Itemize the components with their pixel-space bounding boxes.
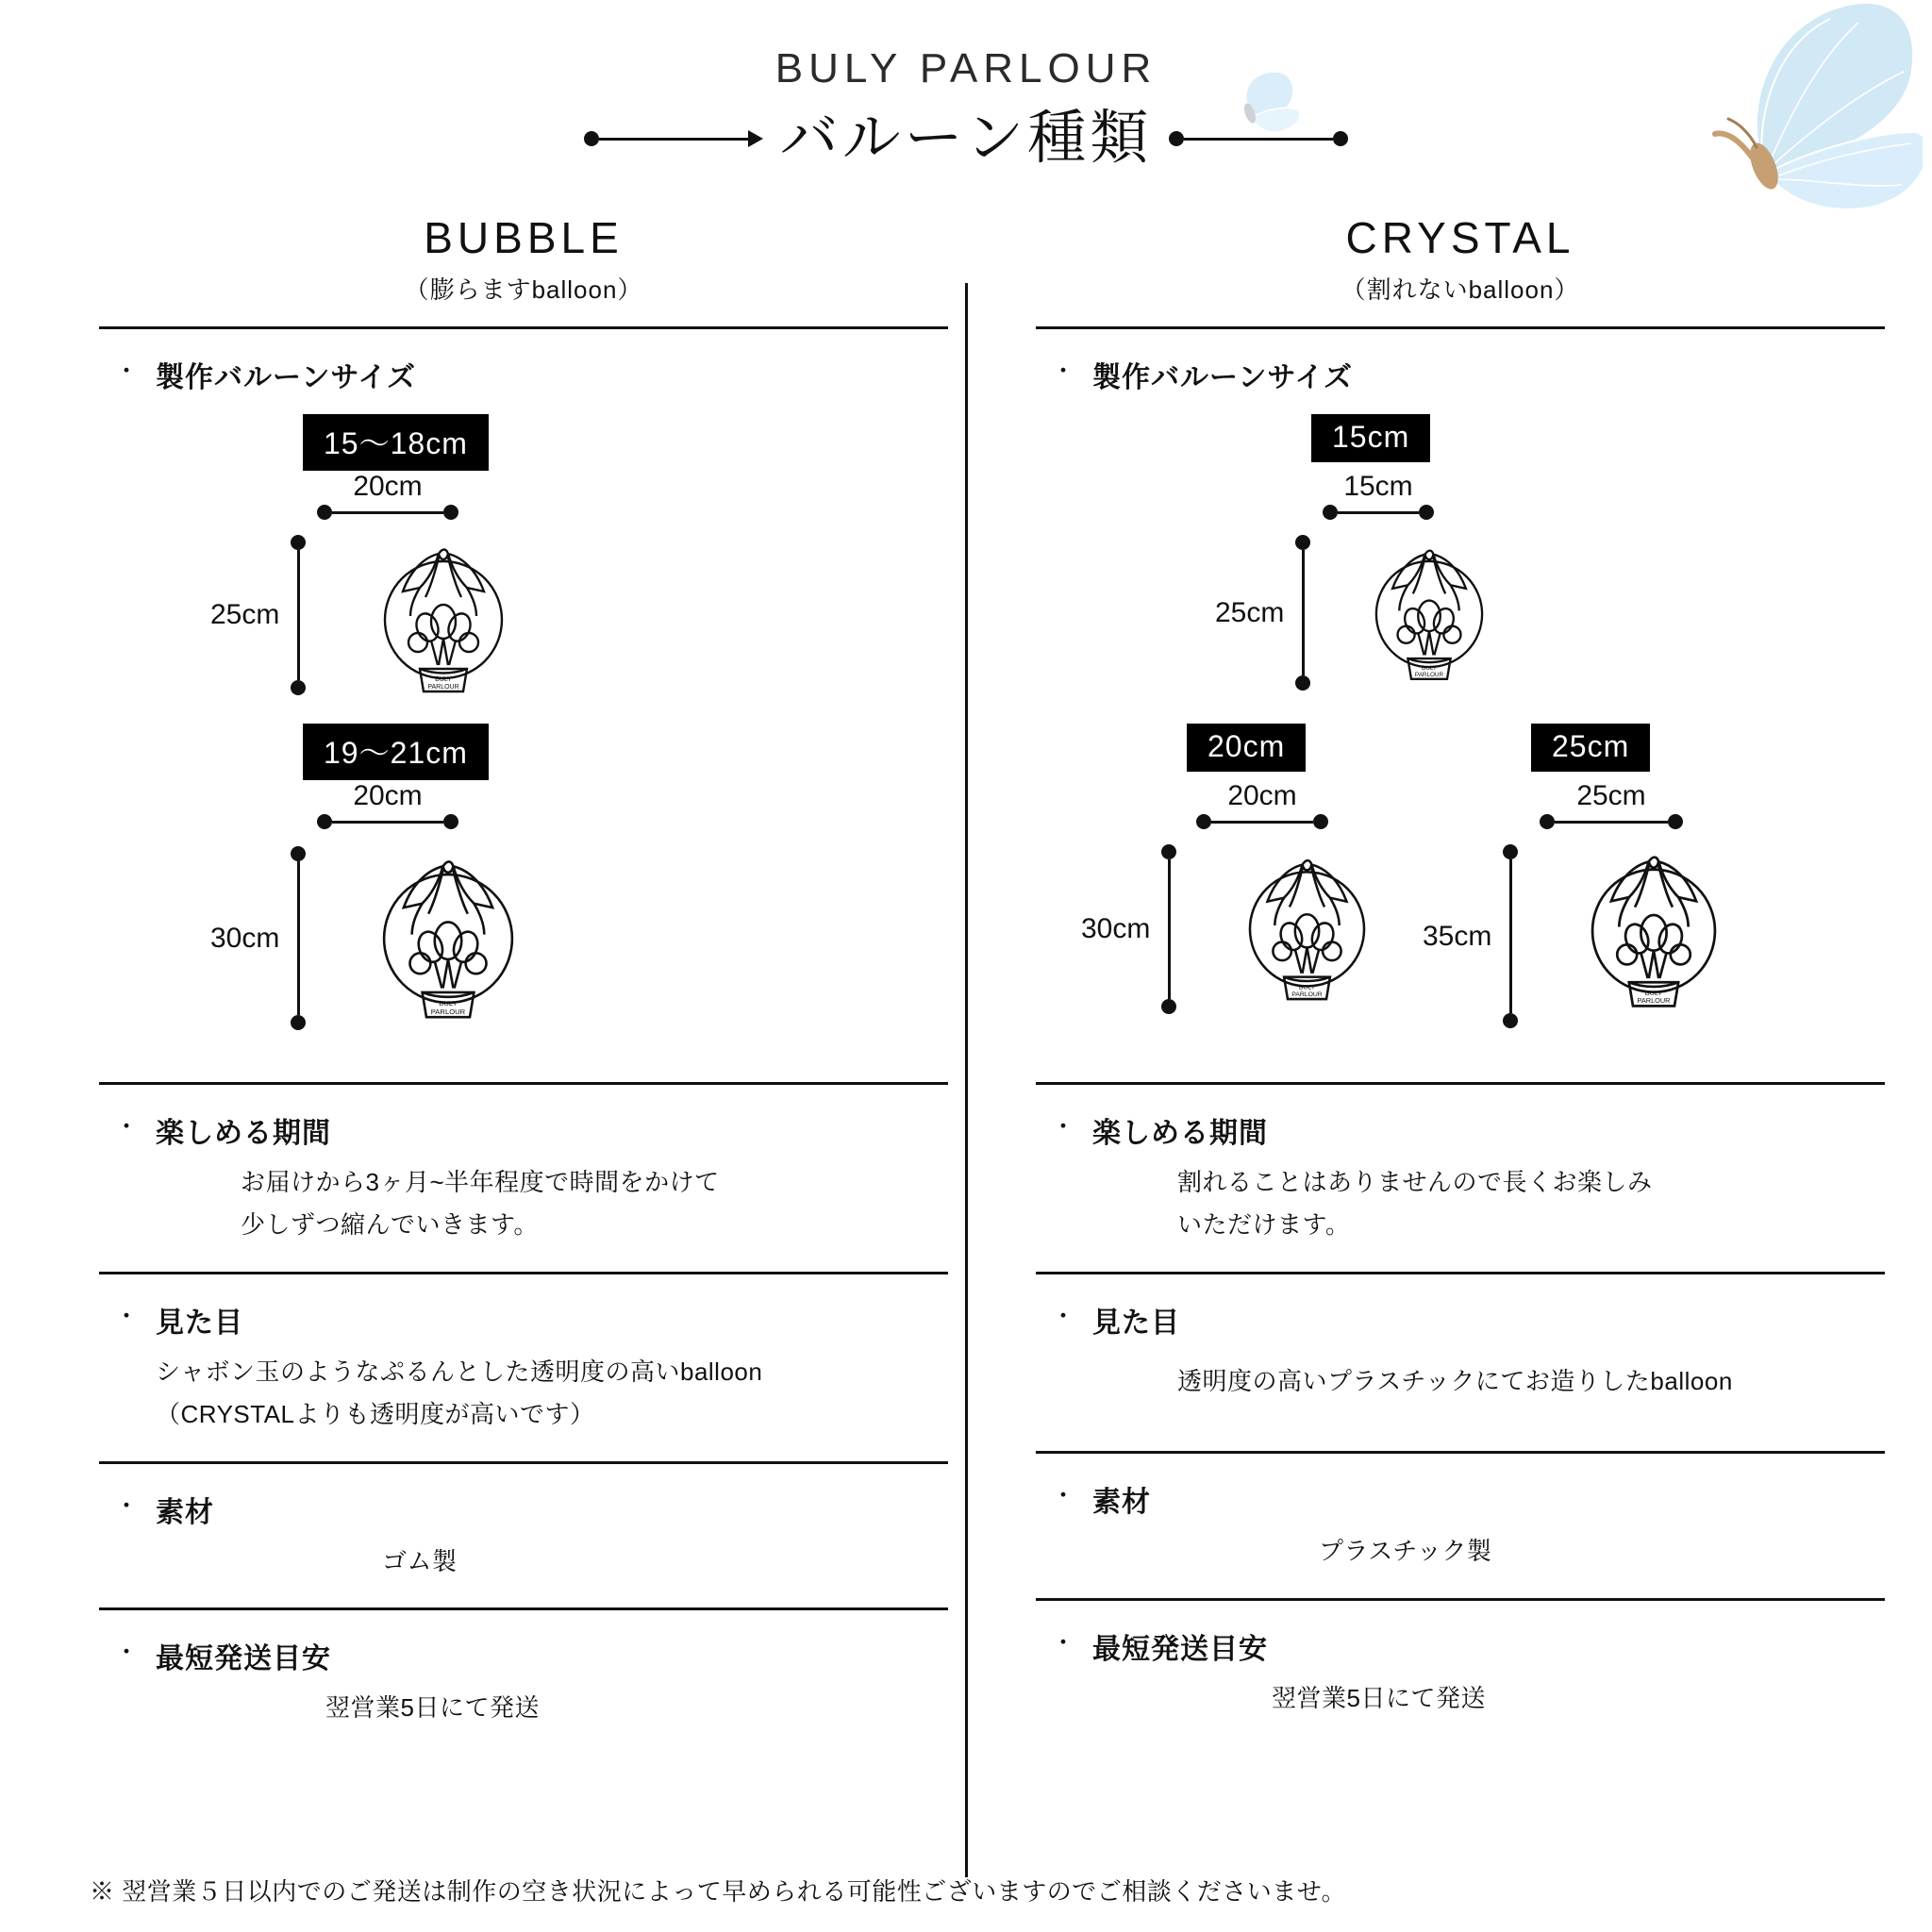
crystal-duration-label: 楽しめる期間 xyxy=(1092,1118,1269,1149)
column-crystal-subtitle: （割れないballoon） xyxy=(1341,275,1580,304)
bubble-material-heading xyxy=(114,1489,948,1530)
bubble-size-1-height-label: 25cm xyxy=(210,599,280,630)
crystal-size-2-height-bar xyxy=(1161,844,1176,1014)
divider-line xyxy=(99,1272,948,1274)
crystal-size-2-logo-line2: PARLOUR xyxy=(1291,991,1323,999)
crystal-size-3-height-bar xyxy=(1503,844,1518,1028)
bubble-size-2-diagram xyxy=(99,724,948,1054)
column-bubble xyxy=(99,212,948,1728)
crystal-duration-heading xyxy=(1051,1109,1885,1151)
crystal-size-1-logo-line1: BULY xyxy=(1421,664,1438,672)
footnote: ※ 翌営業５日以内でのご発送は制作の空き状況によって早められる可能性ございますのでご相談くださいませ。 xyxy=(90,1877,1346,1906)
crystal-size-section-label: 製作バルーンサイズ xyxy=(1092,362,1354,393)
bubble-size-1-logo-line1: BULY xyxy=(435,676,452,683)
page-title: バルーン種類 xyxy=(779,106,1153,171)
bullet-icon: ・ xyxy=(114,1491,140,1520)
crystal-appearance-heading xyxy=(1051,1299,1885,1341)
crystal-size-1-logo-line2: PARLOUR xyxy=(1414,672,1444,679)
crystal-size-1-diagram xyxy=(1036,412,1885,724)
title-rule-dot-left xyxy=(584,131,599,146)
bubble-shipping-value: 翌営業5日にて発送 xyxy=(325,1693,540,1723)
crystal-size-2-logo-line1: BULY xyxy=(1298,984,1316,991)
crystal-size-section-heading xyxy=(1051,354,1885,395)
divider-line xyxy=(99,326,948,329)
crystal-material-value: プラスチック製 xyxy=(1319,1536,1492,1565)
crystal-size-row-2 xyxy=(1036,724,1885,1054)
crystal-appearance-line1: 透明度の高いプラスチックにてお造りしたballoon xyxy=(1177,1366,1733,1395)
crystal-shipping-heading xyxy=(1051,1625,1885,1667)
title-arrow-right-icon xyxy=(748,130,763,147)
crystal-size-1-illustration xyxy=(1340,518,1519,702)
bubble-duration-label: 楽しめる期間 xyxy=(156,1118,332,1149)
bubble-duration-heading xyxy=(114,1109,948,1151)
crystal-size-3-logo-line1: BULY xyxy=(1644,988,1663,997)
title-rule-dot-right-outer xyxy=(1333,131,1348,146)
bullet-icon: ・ xyxy=(114,1638,140,1667)
bubble-size-section-heading xyxy=(114,354,948,395)
crystal-material-label: 素材 xyxy=(1092,1486,1152,1518)
bubble-duration-line1: お届けから3ヶ月~半年程度で時間をかけて xyxy=(241,1168,720,1196)
bullet-icon: ・ xyxy=(114,357,140,385)
bubble-appearance-line1: シャボン玉のようなぷるんとした透明度の高いballoon xyxy=(156,1357,763,1386)
bullet-icon: ・ xyxy=(1051,357,1076,385)
column-bubble-header xyxy=(99,212,948,306)
divider-line xyxy=(1036,1451,1885,1454)
bubble-size-2-width-label: 20cm xyxy=(353,780,423,811)
crystal-size-3-width-label: 25cm xyxy=(1576,780,1646,811)
divider-line xyxy=(1036,1598,1885,1601)
crystal-duration-line1: 割れることはありませんので長くお楽しみ xyxy=(1177,1168,1653,1196)
bubble-appearance-label: 見た目 xyxy=(156,1307,244,1339)
column-crystal-header xyxy=(1036,212,1885,306)
crystal-shipping-value: 翌営業5日にて発送 xyxy=(1272,1683,1486,1712)
bubble-size-2-logo-line2: PARLOUR xyxy=(430,1007,466,1016)
bubble-size-2-height-bar xyxy=(291,846,306,1030)
crystal-size-2-height-label: 30cm xyxy=(1081,913,1151,944)
bullet-icon: ・ xyxy=(1051,1480,1076,1509)
crystal-duration-line2: いただけます。 xyxy=(1177,1209,1351,1239)
bubble-size-2-illustration xyxy=(340,823,557,1044)
column-crystal xyxy=(1036,212,1885,1718)
crystal-size-1-height-bar xyxy=(1295,535,1310,691)
divider-line xyxy=(1036,1272,1885,1274)
divider-line xyxy=(99,1461,948,1464)
crystal-size-3-logo-line2: PARLOUR xyxy=(1637,996,1671,1006)
bubble-size-2-height-label: 30cm xyxy=(210,922,280,954)
bubble-size-1-logo-line2: PARLOUR xyxy=(427,684,459,691)
bubble-size-1-illustration xyxy=(344,516,542,714)
bubble-size-2-logo-line1: BULY xyxy=(439,999,458,1008)
crystal-appearance-label: 見た目 xyxy=(1092,1307,1181,1339)
column-crystal-title: CRYSTAL xyxy=(1345,213,1575,262)
brand-title: BULY PARLOUR xyxy=(774,45,1158,92)
title-rule-left xyxy=(584,134,763,143)
bullet-icon: ・ xyxy=(114,1112,140,1141)
column-bubble-subtitle: （膨らますballoon） xyxy=(404,275,643,304)
crystal-size-2-illustration xyxy=(1210,825,1404,1024)
bubble-material-value: ゴム製 xyxy=(382,1546,458,1575)
bubble-shipping-heading xyxy=(114,1635,948,1676)
title-rule-right xyxy=(1169,134,1348,143)
crystal-size-1-width-label: 15cm xyxy=(1343,471,1413,502)
bubble-size-1-height-bar xyxy=(291,535,306,695)
bubble-shipping-label: 最短発送目安 xyxy=(156,1643,332,1675)
bubble-duration-line2: 少しずつ縮んでいきます。 xyxy=(241,1209,539,1239)
column-divider xyxy=(965,283,968,1877)
bubble-size-1-badge: 15〜18cm xyxy=(303,414,489,471)
column-bubble-title: BUBBLE xyxy=(424,213,624,262)
bubble-appearance-heading xyxy=(114,1299,948,1341)
divider-line xyxy=(99,1607,948,1610)
bubble-appearance-line2: （CRYSTALよりも透明度が高いです） xyxy=(156,1399,595,1428)
crystal-shipping-label: 最短発送目安 xyxy=(1092,1633,1269,1665)
divider-line xyxy=(1036,1082,1885,1085)
bullet-icon: ・ xyxy=(1051,1627,1076,1657)
title-rule-dot-right-inner xyxy=(1169,131,1184,146)
crystal-size-3-badge: 25cm xyxy=(1531,724,1650,772)
page-title-row xyxy=(0,104,1932,174)
crystal-size-2-badge: 20cm xyxy=(1187,724,1306,772)
bullet-icon: ・ xyxy=(1051,1301,1076,1330)
divider-line xyxy=(99,1082,948,1085)
bubble-size-1-width-label: 20cm xyxy=(353,471,423,502)
bubble-size-1-diagram xyxy=(99,412,948,724)
divider-line xyxy=(1036,326,1885,329)
crystal-size-2-width-label: 20cm xyxy=(1227,780,1297,811)
bubble-size-2-badge: 19〜21cm xyxy=(303,724,489,780)
bullet-icon: ・ xyxy=(1051,1112,1076,1141)
crystal-size-3-illustration xyxy=(1550,820,1757,1032)
crystal-material-heading xyxy=(1051,1478,1885,1520)
crystal-size-1-badge: 15cm xyxy=(1311,414,1430,462)
bubble-material-label: 素材 xyxy=(156,1496,215,1528)
bubble-size-section-label: 製作バルーンサイズ xyxy=(156,362,417,393)
bullet-icon: ・ xyxy=(114,1301,140,1330)
crystal-size-3-height-label: 35cm xyxy=(1423,920,1492,952)
crystal-size-1-height-label: 25cm xyxy=(1215,596,1285,628)
